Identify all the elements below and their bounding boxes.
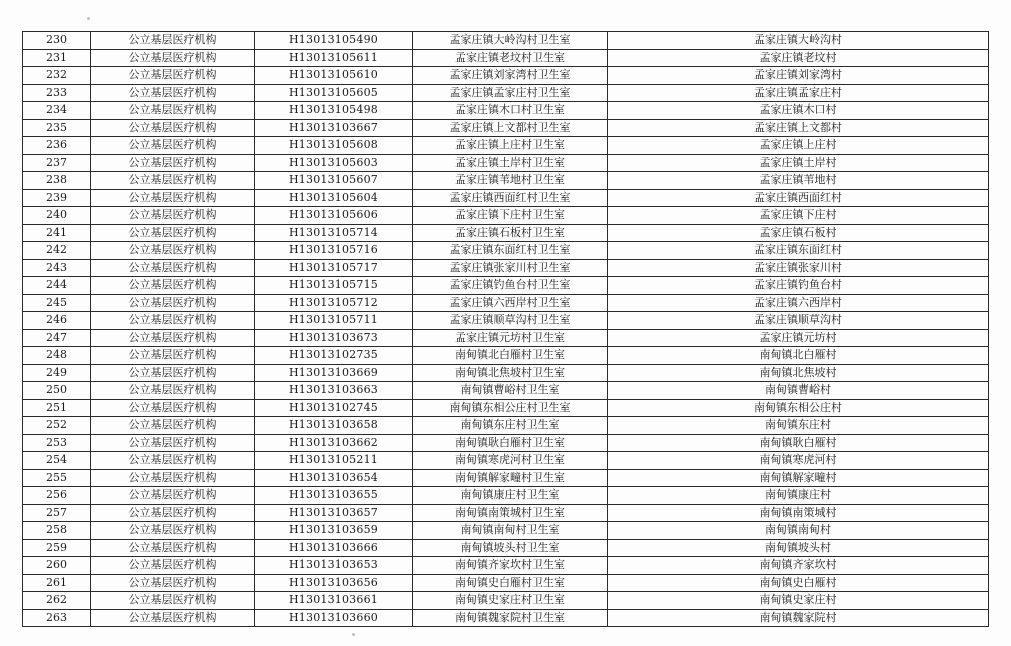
institution-type-cell: 公立基层医疗机构	[91, 364, 255, 382]
institution-code-cell: H13013105603	[255, 154, 413, 172]
village-name-cell: 南甸镇东庄村	[608, 417, 989, 435]
institution-code-cell: H13013103663	[255, 382, 413, 400]
clinic-name-cell: 孟家庄镇元坊村卫生室	[413, 329, 608, 347]
institution-code-cell: H13013105607	[255, 172, 413, 190]
clinic-name-cell: 南甸镇寒虎河村卫生室	[413, 452, 608, 470]
row-number-cell: 245	[23, 294, 91, 312]
table-row	[23, 364, 989, 382]
village-name-cell: 孟家庄镇下庄村	[608, 207, 989, 225]
institution-type-cell: 公立基层医疗机构	[91, 224, 255, 242]
clinic-name-cell: 南甸镇北焦坡村卫生室	[413, 364, 608, 382]
village-name-cell: 孟家庄镇顺草沟村	[608, 312, 989, 330]
row-number-cell: 257	[23, 504, 91, 522]
table-row	[23, 102, 989, 120]
table-row	[23, 207, 989, 225]
table-row	[23, 154, 989, 172]
table-row	[23, 347, 989, 365]
institution-code-cell: H13013105715	[255, 277, 413, 295]
table-row	[23, 504, 989, 522]
row-number-cell: 261	[23, 574, 91, 592]
row-number-cell: 256	[23, 487, 91, 505]
institution-type-cell: 公立基层医疗机构	[91, 452, 255, 470]
clinic-name-cell: 孟家庄镇六西岸村卫生室	[413, 294, 608, 312]
village-name-cell: 孟家庄镇孟家庄村	[608, 84, 989, 102]
institution-type-cell: 公立基层医疗机构	[91, 32, 255, 50]
institution-type-cell: 公立基层医疗机构	[91, 469, 255, 487]
institution-code-cell: H13013103655	[255, 487, 413, 505]
scan-speck	[87, 17, 90, 20]
row-number-cell: 246	[23, 312, 91, 330]
institution-table	[22, 31, 989, 627]
village-name-cell: 孟家庄镇老坟村	[608, 49, 989, 67]
institution-type-cell: 公立基层医疗机构	[91, 592, 255, 610]
table-row	[23, 557, 989, 575]
row-number-cell: 255	[23, 469, 91, 487]
institution-type-cell: 公立基层医疗机构	[91, 242, 255, 260]
village-name-cell: 南甸镇耿白雁村	[608, 434, 989, 452]
village-name-cell: 南甸镇东相公庄村	[608, 399, 989, 417]
clinic-name-cell: 孟家庄镇石板村卫生室	[413, 224, 608, 242]
village-name-cell: 南甸镇魏家院村	[608, 609, 989, 627]
clinic-name-cell: 南甸镇南策城村卫生室	[413, 504, 608, 522]
clinic-name-cell: 南甸镇齐家坎村卫生室	[413, 557, 608, 575]
table-row	[23, 259, 989, 277]
scan-speck	[352, 633, 355, 636]
institution-code-cell: H13013105498	[255, 102, 413, 120]
village-name-cell: 孟家庄镇张家川村	[608, 259, 989, 277]
institution-type-cell: 公立基层医疗机构	[91, 609, 255, 627]
institution-code-cell: H13013103673	[255, 329, 413, 347]
row-number-cell: 231	[23, 49, 91, 67]
institution-type-cell: 公立基层医疗机构	[91, 277, 255, 295]
institution-code-cell: H13013103656	[255, 574, 413, 592]
institution-type-cell: 公立基层医疗机构	[91, 539, 255, 557]
institution-code-cell: H13013102745	[255, 399, 413, 417]
row-number-cell: 233	[23, 84, 91, 102]
institution-type-cell: 公立基层医疗机构	[91, 207, 255, 225]
institution-type-cell: 公立基层医疗机构	[91, 172, 255, 190]
clinic-name-cell: 孟家庄镇刘家湾村卫生室	[413, 67, 608, 85]
village-name-cell: 南甸镇齐家坎村	[608, 557, 989, 575]
table-row	[23, 49, 989, 67]
table-row	[23, 312, 989, 330]
row-number-cell: 259	[23, 539, 91, 557]
institution-code-cell: H13013105608	[255, 137, 413, 155]
village-name-cell: 孟家庄镇西面红村	[608, 189, 989, 207]
clinic-name-cell: 孟家庄镇老坟村卫生室	[413, 49, 608, 67]
table-row	[23, 67, 989, 85]
row-number-cell: 239	[23, 189, 91, 207]
row-number-cell: 238	[23, 172, 91, 190]
clinic-name-cell: 南甸镇东相公庄村卫生室	[413, 399, 608, 417]
institution-type-cell: 公立基层医疗机构	[91, 504, 255, 522]
village-name-cell: 孟家庄镇东面红村	[608, 242, 989, 260]
clinic-name-cell: 孟家庄镇上文都村卫生室	[413, 119, 608, 137]
institution-type-cell: 公立基层医疗机构	[91, 294, 255, 312]
table-row	[23, 609, 989, 627]
institution-code-cell: H13013103659	[255, 522, 413, 540]
row-number-cell: 243	[23, 259, 91, 277]
institution-type-cell: 公立基层医疗机构	[91, 574, 255, 592]
clinic-name-cell: 孟家庄镇大岭沟村卫生室	[413, 32, 608, 50]
institution-code-cell: H13013105611	[255, 49, 413, 67]
clinic-name-cell: 孟家庄镇张家川村卫生室	[413, 259, 608, 277]
village-name-cell: 孟家庄镇石板村	[608, 224, 989, 242]
village-name-cell: 孟家庄镇大岭沟村	[608, 32, 989, 50]
village-name-cell: 孟家庄镇六西岸村	[608, 294, 989, 312]
table-row	[23, 487, 989, 505]
table-row	[23, 277, 989, 295]
row-number-cell: 254	[23, 452, 91, 470]
row-number-cell: 258	[23, 522, 91, 540]
row-number-cell: 249	[23, 364, 91, 382]
table-row	[23, 119, 989, 137]
village-name-cell: 南甸镇寒虎河村	[608, 452, 989, 470]
clinic-name-cell: 南甸镇耿白雁村卫生室	[413, 434, 608, 452]
institution-code-cell: H13013103653	[255, 557, 413, 575]
institution-type-cell: 公立基层医疗机构	[91, 382, 255, 400]
row-number-cell: 242	[23, 242, 91, 260]
clinic-name-cell: 南甸镇东庄村卫生室	[413, 417, 608, 435]
institution-type-cell: 公立基层医疗机构	[91, 102, 255, 120]
institution-code-cell: H13013103667	[255, 119, 413, 137]
table-row	[23, 522, 989, 540]
row-number-cell: 235	[23, 119, 91, 137]
row-number-cell: 234	[23, 102, 91, 120]
clinic-name-cell: 南甸镇解家疃村卫生室	[413, 469, 608, 487]
institution-type-cell: 公立基层医疗机构	[91, 312, 255, 330]
clinic-name-cell: 南甸镇史家庄村卫生室	[413, 592, 608, 610]
table-row	[23, 242, 989, 260]
clinic-name-cell: 孟家庄镇下庄村卫生室	[413, 207, 608, 225]
institution-code-cell: H13013103662	[255, 434, 413, 452]
row-number-cell: 247	[23, 329, 91, 347]
village-name-cell: 南甸镇南甸村	[608, 522, 989, 540]
institution-code-cell: H13013103661	[255, 592, 413, 610]
institution-code-cell: H13013105604	[255, 189, 413, 207]
clinic-name-cell: 孟家庄镇孟家庄村卫生室	[413, 84, 608, 102]
clinic-name-cell: 孟家庄镇土岸村卫生室	[413, 154, 608, 172]
institution-type-cell: 公立基层医疗机构	[91, 119, 255, 137]
table-row	[23, 189, 989, 207]
clinic-name-cell: 南甸镇南甸村卫生室	[413, 522, 608, 540]
institution-type-cell: 公立基层医疗机构	[91, 49, 255, 67]
clinic-name-cell: 孟家庄镇钓鱼台村卫生室	[413, 277, 608, 295]
clinic-name-cell: 南甸镇史白雁村卫生室	[413, 574, 608, 592]
row-number-cell: 260	[23, 557, 91, 575]
row-number-cell: 248	[23, 347, 91, 365]
institution-code-cell: H13013105606	[255, 207, 413, 225]
table-row	[23, 469, 989, 487]
institution-type-cell: 公立基层医疗机构	[91, 259, 255, 277]
table-row	[23, 32, 989, 50]
table-row	[23, 434, 989, 452]
institution-type-cell: 公立基层医疗机构	[91, 557, 255, 575]
table-row	[23, 224, 989, 242]
village-name-cell: 孟家庄镇上庄村	[608, 137, 989, 155]
row-number-cell: 262	[23, 592, 91, 610]
clinic-name-cell: 孟家庄镇东面红村卫生室	[413, 242, 608, 260]
institution-type-cell: 公立基层医疗机构	[91, 434, 255, 452]
row-number-cell: 253	[23, 434, 91, 452]
village-name-cell: 南甸镇史白雁村	[608, 574, 989, 592]
institution-table-body	[23, 32, 989, 627]
clinic-name-cell: 孟家庄镇顺草沟村卫生室	[413, 312, 608, 330]
table-row	[23, 329, 989, 347]
row-number-cell: 232	[23, 67, 91, 85]
institution-type-cell: 公立基层医疗机构	[91, 522, 255, 540]
institution-type-cell: 公立基层医疗机构	[91, 487, 255, 505]
institution-type-cell: 公立基层医疗机构	[91, 154, 255, 172]
row-number-cell: 250	[23, 382, 91, 400]
institution-code-cell: H13013103666	[255, 539, 413, 557]
village-name-cell: 南甸镇坡头村	[608, 539, 989, 557]
village-name-cell: 孟家庄镇钓鱼台村	[608, 277, 989, 295]
institution-type-cell: 公立基层医疗机构	[91, 399, 255, 417]
row-number-cell: 252	[23, 417, 91, 435]
institution-type-cell: 公立基层医疗机构	[91, 137, 255, 155]
row-number-cell: 263	[23, 609, 91, 627]
institution-code-cell: H13013105712	[255, 294, 413, 312]
clinic-name-cell: 孟家庄镇西面红村卫生室	[413, 189, 608, 207]
institution-code-cell: H13013103669	[255, 364, 413, 382]
clinic-name-cell: 南甸镇北白雁村卫生室	[413, 347, 608, 365]
institution-type-cell: 公立基层医疗机构	[91, 329, 255, 347]
row-number-cell: 244	[23, 277, 91, 295]
institution-type-cell: 公立基层医疗机构	[91, 84, 255, 102]
clinic-name-cell: 南甸镇曹峪村卫生室	[413, 382, 608, 400]
row-number-cell: 230	[23, 32, 91, 50]
institution-code-cell: H13013103658	[255, 417, 413, 435]
row-number-cell: 251	[23, 399, 91, 417]
institution-code-cell: H13013105610	[255, 67, 413, 85]
village-name-cell: 孟家庄镇苇地村	[608, 172, 989, 190]
row-number-cell: 237	[23, 154, 91, 172]
table-row	[23, 539, 989, 557]
table-row	[23, 452, 989, 470]
clinic-name-cell: 孟家庄镇苇地村卫生室	[413, 172, 608, 190]
village-name-cell: 南甸镇南策城村	[608, 504, 989, 522]
row-number-cell: 241	[23, 224, 91, 242]
table-row	[23, 172, 989, 190]
village-name-cell: 南甸镇康庄村	[608, 487, 989, 505]
institution-type-cell: 公立基层医疗机构	[91, 417, 255, 435]
table-row	[23, 417, 989, 435]
institution-type-cell: 公立基层医疗机构	[91, 347, 255, 365]
row-number-cell: 240	[23, 207, 91, 225]
row-number-cell: 236	[23, 137, 91, 155]
institution-code-cell: H13013102735	[255, 347, 413, 365]
table-row	[23, 137, 989, 155]
table-row	[23, 294, 989, 312]
clinic-name-cell: 孟家庄镇木口村卫生室	[413, 102, 608, 120]
clinic-name-cell: 孟家庄镇上庄村卫生室	[413, 137, 608, 155]
institution-type-cell: 公立基层医疗机构	[91, 67, 255, 85]
table-row	[23, 399, 989, 417]
institution-code-cell: H13013103654	[255, 469, 413, 487]
village-name-cell: 南甸镇北白雁村	[608, 347, 989, 365]
institution-code-cell: H13013105211	[255, 452, 413, 470]
clinic-name-cell: 南甸镇坡头村卫生室	[413, 539, 608, 557]
institution-code-cell: H13013103657	[255, 504, 413, 522]
institution-type-cell: 公立基层医疗机构	[91, 189, 255, 207]
institution-code-cell: H13013105716	[255, 242, 413, 260]
clinic-name-cell: 南甸镇魏家院村卫生室	[413, 609, 608, 627]
institution-code-cell: H13013105714	[255, 224, 413, 242]
institution-code-cell: H13013105490	[255, 32, 413, 50]
institution-code-cell: H13013103660	[255, 609, 413, 627]
village-name-cell: 南甸镇解家疃村	[608, 469, 989, 487]
table-row	[23, 592, 989, 610]
table-row	[23, 84, 989, 102]
village-name-cell: 南甸镇北焦坡村	[608, 364, 989, 382]
village-name-cell: 孟家庄镇上文都村	[608, 119, 989, 137]
table-row	[23, 382, 989, 400]
institution-code-cell: H13013105711	[255, 312, 413, 330]
village-name-cell: 孟家庄镇元坊村	[608, 329, 989, 347]
village-name-cell: 孟家庄镇土岸村	[608, 154, 989, 172]
village-name-cell: 孟家庄镇刘家湾村	[608, 67, 989, 85]
village-name-cell: 南甸镇曹峪村	[608, 382, 989, 400]
village-name-cell: 孟家庄镇木口村	[608, 102, 989, 120]
table-row	[23, 574, 989, 592]
institution-code-cell: H13013105605	[255, 84, 413, 102]
clinic-name-cell: 南甸镇康庄村卫生室	[413, 487, 608, 505]
institution-code-cell: H13013105717	[255, 259, 413, 277]
village-name-cell: 南甸镇史家庄村	[608, 592, 989, 610]
